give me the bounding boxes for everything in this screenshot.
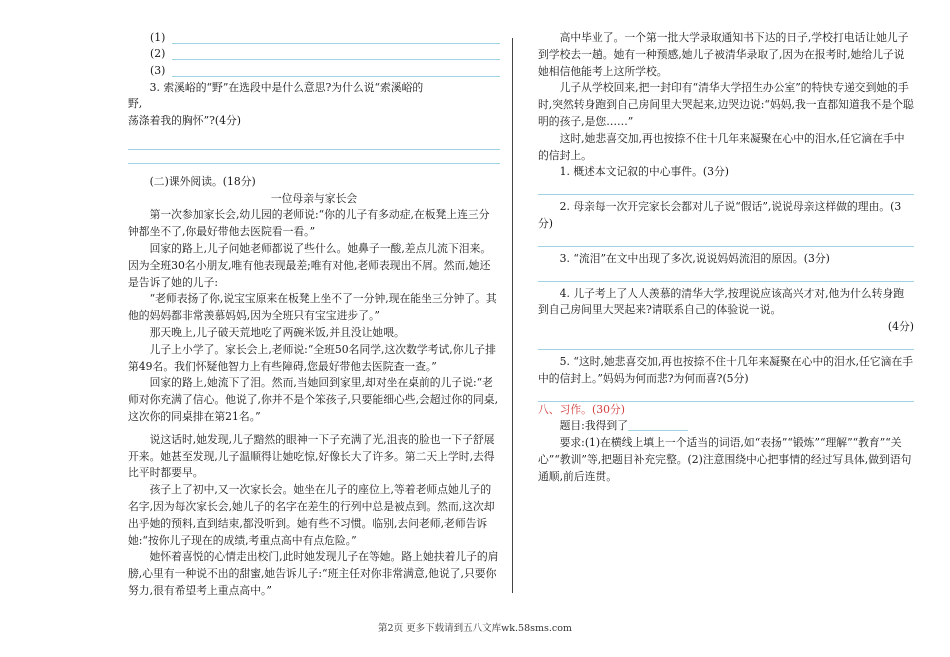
composition-requirements: 要求:(1)在横线上填上一个适当的词语,如“表扬”“锻炼”“理解”“教育”“关心”“教训”等,把题目补充完整。(2)注意围绕中心把事情的经过写具体,做到语句通顺,前后连贯。 [538,436,912,483]
question-3-line-1: 3. 索溪峪的“野”在选段中是什么意思?为什么说“索溪峪的 [149,80,424,94]
story-paragraph-1: 第一次参加家长会,幼儿园的老师说:“你的儿子有多动症,在板凳上连三分钟都坐不了,你最好带他去医院看一看。” [128,208,490,239]
story-paragraph-2: 回家的路上,儿子问她老师都说了些什么。她鼻子一酸,差点儿流下泪来。因为全班30名小朋友,唯有他表现最差;唯有对他,老师表现出不屑。然而,她还是告诉了她的儿子: [128,242,492,289]
answer-rule-2 [172,59,500,60]
answer-label-3: (3) [150,63,166,77]
question-5: 5. “这时,她悲喜交加,再也按捺不住十几年来凝聚在心中的泪水,任它滴在手中的信封上。”妈妈为何而悲?为何而喜?(5分) [538,354,914,385]
story-paragraph-12: 这时,她悲喜交加,再也按捺不住十几年来凝聚在心中的泪水,任它滴在手中的信封上。 [538,131,905,162]
question-4: 4. 儿子考上了人人羡慕的清华大学,按理说应该高兴才对,他为什么转身跑到自己房间里大哭起来?请联系自己的体验说一说。 [538,286,905,317]
story-paragraph-6: 回家的路上,她流下了泪。然而,当她回到家里,却对坐在桌前的儿子说:“老师对你充满了信心。他说了,你并不是个笨孩子,只要能细心些,会超过你的同桌,这次你的同桌排在第21名。” [128,376,499,424]
story-paragraph-10: 高中毕业了。一个第一批大学录取通知书下达的日子,学校打电话让她儿子到学校去一趟。她有一种预感,她儿子被清华录取了,因为在报考时,她给儿子说她相信他能考上这所学校。 [538,31,909,78]
answer-line-2[interactable] [128,47,500,64]
answer-label-2: (2) [150,47,166,61]
answer-line-q3a[interactable] [128,136,500,150]
story-paragraph-4: 那天晚上,儿子破天荒地吃了两碗米饭,并且没让她喂。 [149,326,405,340]
story-paragraph-5: 儿子上小学了。家长会上,老师说:“全班50名同学,这次数学考试,你儿子排第49名。我们怀疑他智力上有些障碍,您最好带他去医院查一查。” [128,342,496,373]
question-1: 1. 概述本文记叙的中心事件。(3分) [559,165,729,179]
question-4-score: (4分) [887,320,914,334]
question-3: 3. “流泪”在文中出现了多次,说说妈妈流泪的原因。(3分) [559,251,830,265]
answer-line-r5[interactable] [538,388,914,402]
answer-line-r4[interactable] [538,336,914,350]
story-paragraph-11: 儿子从学校回来,把一封印有“清华大学招生办公室”的特快专递交到她的手时,突然转身跑到自己房间里大哭起来,边哭边说:“妈妈,我一直都知道我不是个聪明的孩子,是您……” [538,81,914,128]
answer-line-r3[interactable] [538,268,914,282]
answer-label-1: (1) [150,30,166,44]
answer-line-r2[interactable] [538,233,914,247]
right-column [538,30,914,486]
story-paragraph-3: “老师表扬了你,说宝宝原来在板凳上坐不了一分钟,现在能坐三分钟了。其他的妈妈都非常羡慕妈妈,因为全班只有宝宝进步了。” [128,292,497,323]
story-paragraph-9: 她怀着喜悦的心情走出校门,此时她发现儿子在等她。路上她扶着儿子的肩膀,心里有一种说不出的甜蜜,她告诉儿子:“班主任对你非常满意,他说了,只要你努力,很有希望考上重点高中。” [128,550,499,598]
column-divider [512,38,513,593]
section-heading-reading: (二)课外阅读。(18分) [149,174,256,188]
left-column [128,30,500,600]
question-2: 2. 母亲每一次开完家长会都对儿子说“假话”,说说母亲这样做的理由。(3分) [538,200,902,230]
answer-line-r1[interactable] [538,181,914,195]
topic-blank[interactable] [628,418,688,431]
section-heading-composition: 八、习作。(30分) [538,402,625,416]
composition-topic [538,418,914,435]
composition-topic-text: 题目:我得到了 [559,419,629,433]
story-paragraph-7: 说这话时,她发现,儿子黯然的眼神一下子充满了光,沮丧的脸也一下子舒展开来。她甚至发现,儿子温顺得让她吃惊,好像长大了许多。第二天上学时,去得比平时都要早。 [128,432,495,480]
answer-rule-1 [172,43,500,44]
story-title: 一位母亲与家长会 [270,191,358,205]
answer-line-3[interactable] [128,63,500,80]
story-paragraph-8: 孩子上了初中,又一次家长会。她坐在儿子的座位上,等着老师点她儿子的名字,因为每次家长会,她儿子的名字在差生的行列中总是被点到。然而,这次却出乎她的预料,直到结束,都没听到。她有些不习惯。临别,去问老师,老师告诉她:“按你儿子现在的成绩,考重点高中有点危险。” [128,483,495,547]
answer-line-q3b[interactable] [128,150,500,164]
question-3-line-3: 荡涤着我的胸怀”?(4分) [128,114,241,128]
page-footer: 第2页 更多下载请到五八文库wk.58sms.com [378,623,572,634]
question-3-line-2: 野, [128,97,143,111]
answer-rule-3 [172,76,500,77]
answer-line-1[interactable] [128,30,500,47]
